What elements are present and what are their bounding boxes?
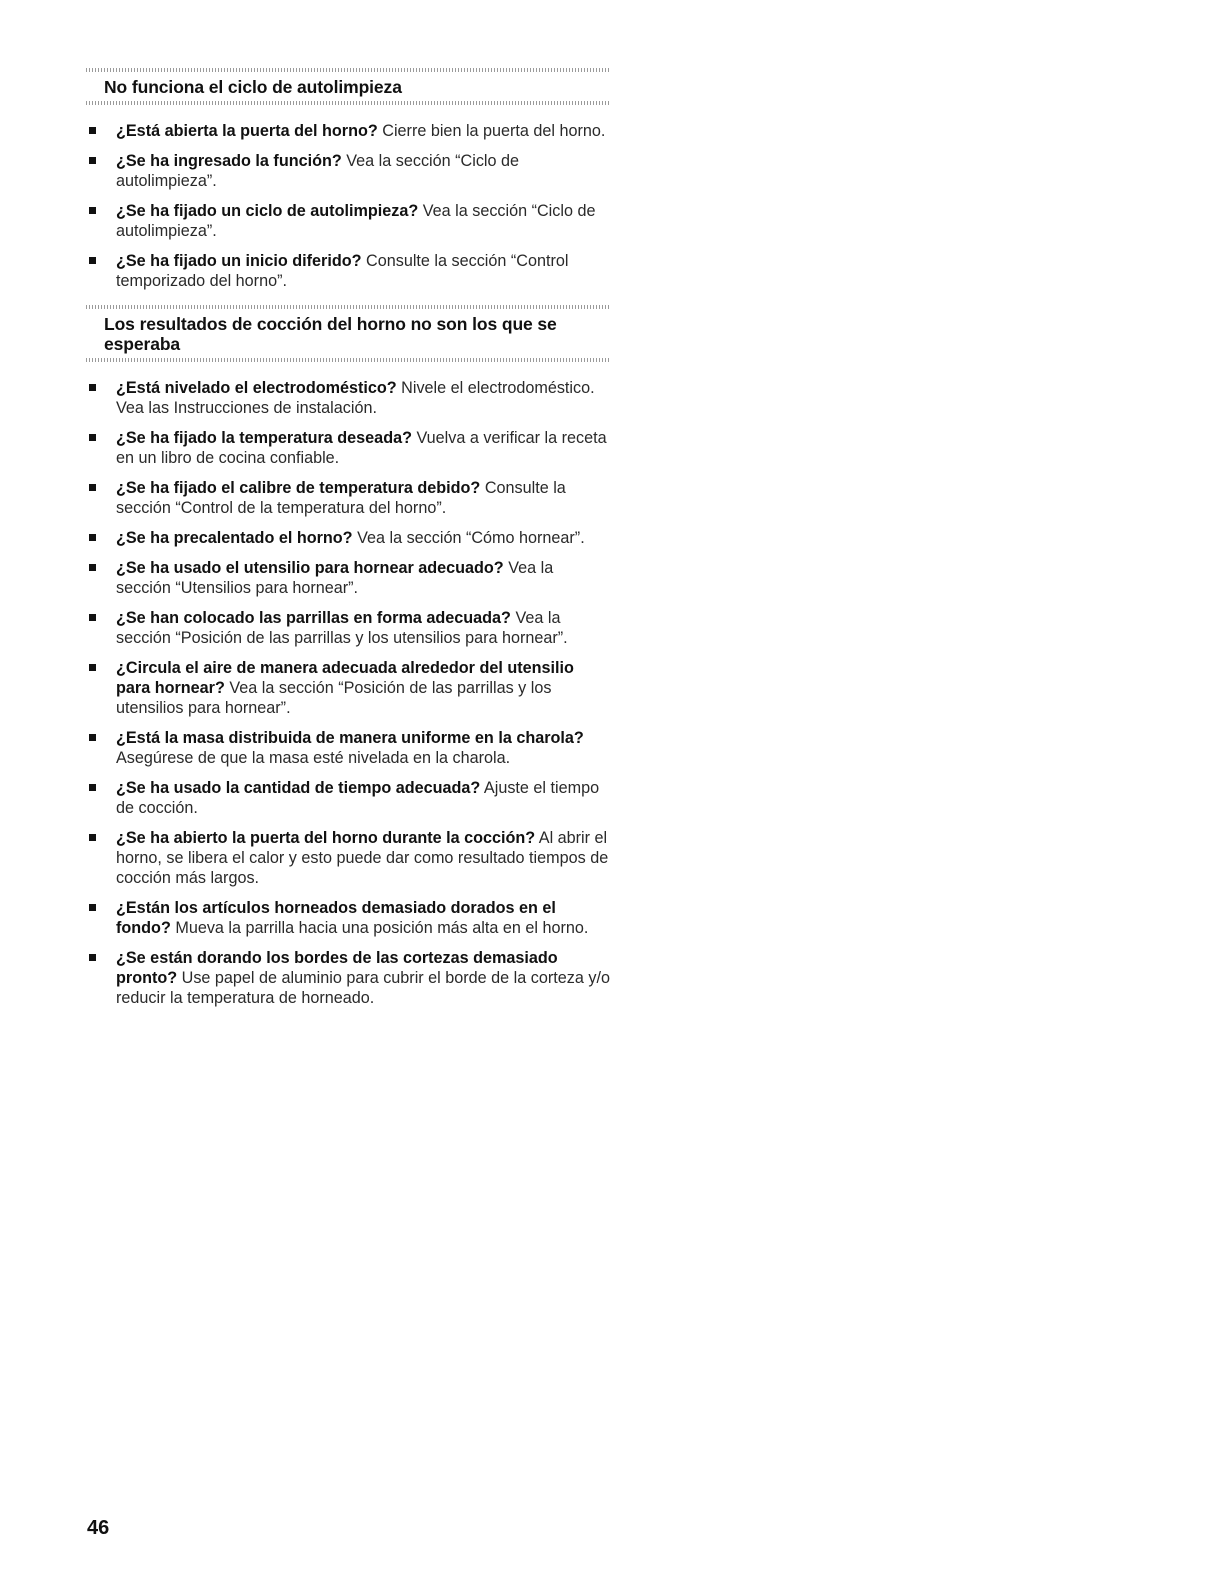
list-item bbox=[86, 121, 610, 141]
list-item bbox=[86, 728, 610, 768]
square-bullet-icon bbox=[89, 834, 96, 841]
square-bullet-icon bbox=[89, 384, 96, 391]
question-text: ¿Se ha fijado el calibre de temperatura debido? bbox=[116, 479, 481, 497]
question-list bbox=[86, 121, 610, 291]
square-bullet-icon bbox=[89, 127, 96, 134]
question-list bbox=[86, 378, 610, 1008]
square-bullet-icon bbox=[89, 734, 96, 741]
troubleshooting-column bbox=[86, 68, 610, 1022]
section-title: No funciona el ciclo de autolimpieza bbox=[104, 77, 402, 97]
answer-text: Vea la sección “Cómo hornear”. bbox=[357, 529, 585, 547]
list-item bbox=[86, 558, 610, 598]
square-bullet-icon bbox=[89, 664, 96, 671]
section-header bbox=[86, 305, 610, 362]
section-title: Los resultados de cocción del horno no son los que se esperaba bbox=[104, 314, 557, 354]
answer-text: Asegúrese de que la masa esté nivelada en la charola. bbox=[116, 749, 511, 767]
answer-text: Vuelva a verificar la receta en un libro de cocina confiable. bbox=[116, 429, 607, 467]
list-item bbox=[86, 428, 610, 468]
square-bullet-icon bbox=[89, 434, 96, 441]
page-number: 46 bbox=[87, 1517, 110, 1539]
question-text: ¿Se ha usado el utensilio para hornear adecuado? bbox=[116, 559, 504, 577]
square-bullet-icon bbox=[89, 904, 96, 911]
answer-text: Vea la sección “Ciclo de autolimpieza”. bbox=[116, 152, 520, 190]
square-bullet-icon bbox=[89, 157, 96, 164]
answer-text: Ajuste el tiempo de cocción. bbox=[116, 779, 600, 817]
list-item bbox=[86, 608, 610, 648]
answer-text: Consulte la sección “Control temporizado del horno”. bbox=[116, 252, 569, 290]
question-text: ¿Está nivelado el electrodoméstico? bbox=[116, 379, 397, 397]
answer-text: Al abrir el horno, se libera el calor y esto puede dar como resultado tiempos de cocción más largos. bbox=[116, 829, 609, 887]
answer-text: Vea la sección “Ciclo de autolimpieza”. bbox=[116, 202, 596, 240]
question-text: ¿Están los artículos horneados demasiado dorados en el fondo? bbox=[116, 899, 556, 937]
answer-text: Cierre bien la puerta del horno. bbox=[382, 122, 606, 140]
list-item bbox=[86, 528, 610, 548]
section-cooking-results bbox=[86, 305, 610, 1008]
square-bullet-icon bbox=[89, 257, 96, 264]
question-text: ¿Se ha ingresado la función? bbox=[116, 152, 342, 170]
list-item bbox=[86, 898, 610, 938]
list-item bbox=[86, 151, 610, 191]
list-item bbox=[86, 778, 610, 818]
answer-text: Use papel de aluminio para cubrir el borde de la corteza y/o reducir la temperatura de horneado. bbox=[116, 969, 610, 1007]
question-text: ¿Se ha fijado la temperatura deseada? bbox=[116, 429, 412, 447]
question-text: ¿Se ha abierto la puerta del horno durante la cocción? bbox=[116, 829, 536, 847]
square-bullet-icon bbox=[89, 207, 96, 214]
list-item bbox=[86, 828, 610, 888]
answer-text: Nivele el electrodoméstico. Vea las Instrucciones de instalación. bbox=[116, 379, 595, 417]
list-item bbox=[86, 658, 610, 718]
list-item bbox=[86, 201, 610, 241]
answer-text: Mueva la parrilla hacia una posición más alta en el horno. bbox=[175, 919, 589, 937]
question-text: ¿Se han colocado las parrillas en forma adecuada? bbox=[116, 609, 511, 627]
square-bullet-icon bbox=[89, 614, 96, 621]
question-text: ¿Se ha precalentado el horno? bbox=[116, 529, 353, 547]
answer-text: Vea la sección “Utensilios para hornear”. bbox=[116, 559, 554, 597]
list-item bbox=[86, 378, 610, 418]
question-text: ¿Está abierta la puerta del horno? bbox=[116, 122, 378, 140]
answer-text: Consulte la sección “Control de la temperatura del horno”. bbox=[116, 479, 566, 517]
section-self-clean bbox=[86, 68, 610, 291]
square-bullet-icon bbox=[89, 564, 96, 571]
question-text: ¿Se están dorando los bordes de las cortezas demasiado pronto? bbox=[116, 949, 558, 987]
list-item bbox=[86, 478, 610, 518]
question-text: ¿Está la masa distribuida de manera uniforme en la charola? bbox=[116, 729, 584, 747]
question-text: ¿Se ha fijado un inicio diferido? bbox=[116, 252, 362, 270]
answer-text: Vea la sección “Posición de las parrillas y los utensilios para hornear”. bbox=[116, 679, 552, 717]
square-bullet-icon bbox=[89, 534, 96, 541]
answer-text: Vea la sección “Posición de las parrillas y los utensilios para hornear”. bbox=[116, 609, 568, 647]
square-bullet-icon bbox=[89, 954, 96, 961]
list-item bbox=[86, 948, 610, 1008]
section-header bbox=[86, 68, 610, 105]
square-bullet-icon bbox=[89, 784, 96, 791]
question-text: ¿Circula el aire de manera adecuada alrededor del utensilio para hornear? bbox=[116, 659, 574, 697]
list-item bbox=[86, 251, 610, 291]
square-bullet-icon bbox=[89, 484, 96, 491]
question-text: ¿Se ha fijado un ciclo de autolimpieza? bbox=[116, 202, 419, 220]
question-text: ¿Se ha usado la cantidad de tiempo adecuada? bbox=[116, 779, 481, 797]
